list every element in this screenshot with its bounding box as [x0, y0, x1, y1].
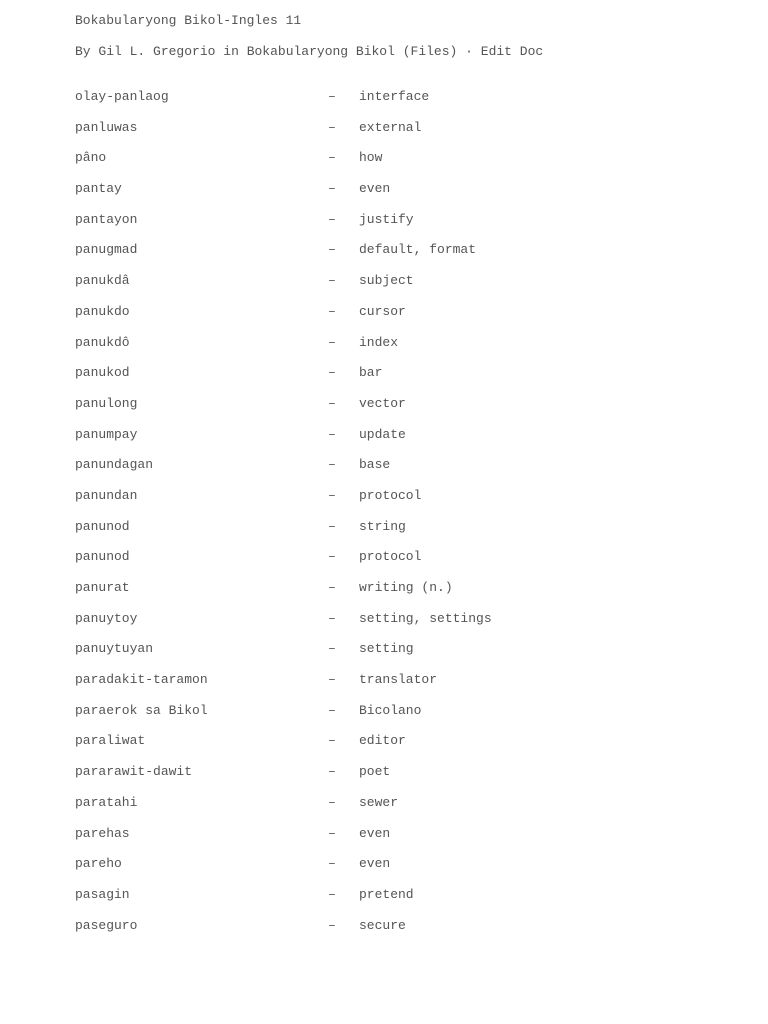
entry-definition: pretend — [359, 886, 414, 902]
entry-separator: – — [328, 211, 336, 227]
entry-separator: – — [328, 89, 336, 104]
entry-separator: – — [328, 150, 336, 166]
vocabulary-list — [75, 87, 715, 946]
byline-separator: · — [465, 44, 473, 59]
entry-definition: subject — [359, 273, 414, 289]
entry-definition: even — [359, 856, 391, 872]
author-link[interactable]: Gil L. Gregorio — [98, 44, 216, 59]
entry-separator: – — [328, 856, 336, 872]
list-item — [75, 609, 715, 640]
entry-separator: – — [328, 580, 336, 595]
list-item — [75, 701, 715, 732]
entry-definition: setting, settings — [359, 610, 492, 626]
entry-definition: writing (n.) — [359, 580, 453, 595]
entry-definition: even — [359, 825, 391, 841]
entry-term: panumpay — [75, 426, 138, 442]
entry-definition: vector — [359, 395, 406, 411]
entry-definition: external — [359, 119, 422, 135]
entry-separator: – — [328, 365, 336, 381]
entry-definition: interface — [359, 89, 430, 104]
entry-term: pantay — [75, 181, 122, 197]
list-item — [75, 824, 715, 855]
entry-separator: – — [328, 702, 336, 718]
list-item — [75, 455, 715, 486]
list-item — [75, 148, 715, 179]
entry-separator: – — [328, 733, 336, 749]
entry-separator: – — [328, 672, 336, 688]
list-item — [75, 578, 715, 609]
list-item — [75, 670, 715, 701]
entry-definition: index — [359, 334, 399, 350]
byline — [75, 43, 543, 61]
entry-term: pasagin — [75, 886, 130, 902]
list-item — [75, 210, 715, 241]
entry-definition: string — [359, 518, 406, 534]
list-item — [75, 731, 715, 762]
entry-separator: – — [328, 334, 336, 350]
entry-term: panundan — [75, 487, 138, 503]
list-item — [75, 333, 715, 364]
entry-definition: cursor — [359, 303, 406, 319]
entry-term: panugmad — [75, 242, 138, 258]
entry-separator: – — [328, 764, 336, 780]
entry-definition: bar — [359, 365, 383, 381]
list-item — [75, 363, 715, 394]
entry-definition: default, format — [359, 242, 477, 258]
list-item — [75, 302, 715, 333]
entry-term: panuytuyan — [75, 641, 154, 657]
list-item — [75, 762, 715, 793]
entry-term: parehas — [75, 825, 130, 841]
list-item — [75, 486, 715, 517]
entry-separator: – — [328, 641, 336, 657]
entry-definition: editor — [359, 733, 406, 749]
entry-term: paraerok sa Bikol — [75, 702, 208, 718]
list-item — [75, 271, 715, 302]
entry-definition: protocol — [359, 487, 422, 503]
entry-term: panulong — [75, 395, 138, 411]
entry-term: pararawit-dawit — [75, 764, 193, 780]
entry-definition: translator — [359, 672, 438, 688]
entry-term: panukdô — [75, 334, 130, 350]
entry-definition: base — [359, 457, 391, 473]
entry-separator: – — [328, 395, 336, 411]
entry-term: paratahi — [75, 794, 138, 810]
entry-definition: Bicolano — [359, 702, 422, 718]
entry-term: panunod — [75, 518, 130, 534]
list-item — [75, 118, 715, 149]
list-item — [75, 916, 715, 947]
list-item — [75, 240, 715, 271]
entry-term: panunod — [75, 549, 130, 565]
entry-separator: – — [328, 610, 336, 626]
entry-term: panurat — [75, 580, 130, 595]
list-item — [75, 793, 715, 824]
entry-term: pâno — [75, 150, 107, 166]
entry-definition: update — [359, 426, 406, 442]
entry-separator: – — [328, 825, 336, 841]
entry-separator: – — [328, 181, 336, 197]
entry-term: panukdâ — [75, 273, 130, 289]
entry-term: paseguro — [75, 917, 138, 933]
page-title: Bokabularyong Bikol-Ingles 11 — [75, 13, 302, 28]
list-item — [75, 885, 715, 916]
list-item — [75, 854, 715, 885]
entry-separator: – — [328, 487, 336, 503]
entry-term: pantayon — [75, 211, 138, 227]
entry-separator: – — [328, 119, 336, 135]
byline-prefix: By — [75, 44, 91, 59]
entry-term: paradakit-taramon — [75, 672, 208, 688]
edit-doc-link[interactable]: Edit Doc — [480, 44, 544, 59]
entry-separator: – — [328, 273, 336, 289]
entry-term: olay-panlaog — [75, 89, 169, 104]
list-item — [75, 394, 715, 425]
entry-separator: – — [328, 242, 336, 258]
list-item — [75, 179, 715, 210]
entry-definition: secure — [359, 917, 406, 933]
entry-separator: – — [328, 303, 336, 319]
entry-term: paraliwat — [75, 733, 146, 749]
entry-term: panuytoy — [75, 610, 138, 626]
collection-link[interactable]: Bokabularyong Bikol (Files) — [246, 44, 458, 59]
list-item — [75, 639, 715, 670]
list-item — [75, 425, 715, 456]
entry-term: panukod — [75, 365, 130, 381]
entry-term: panluwas — [75, 119, 138, 135]
entry-separator: – — [328, 426, 336, 442]
entry-term: panundagan — [75, 457, 154, 473]
list-item — [75, 87, 715, 118]
entry-definition: protocol — [359, 549, 422, 565]
entry-definition: sewer — [359, 794, 399, 810]
entry-definition: justify — [359, 211, 414, 227]
entry-separator: – — [328, 794, 336, 810]
entry-definition: poet — [359, 764, 391, 780]
entry-separator: – — [328, 549, 336, 565]
entry-separator: – — [328, 518, 336, 534]
entry-definition: how — [359, 150, 383, 166]
entry-term: pareho — [75, 856, 122, 872]
entry-separator: – — [328, 457, 336, 473]
entry-definition: setting — [359, 641, 414, 657]
entry-definition: even — [359, 181, 391, 197]
list-item — [75, 547, 715, 578]
entry-term: panukdo — [75, 303, 130, 319]
byline-in: in — [223, 44, 239, 59]
list-item — [75, 517, 715, 548]
entry-separator: – — [328, 886, 336, 902]
entry-separator: – — [328, 917, 336, 933]
